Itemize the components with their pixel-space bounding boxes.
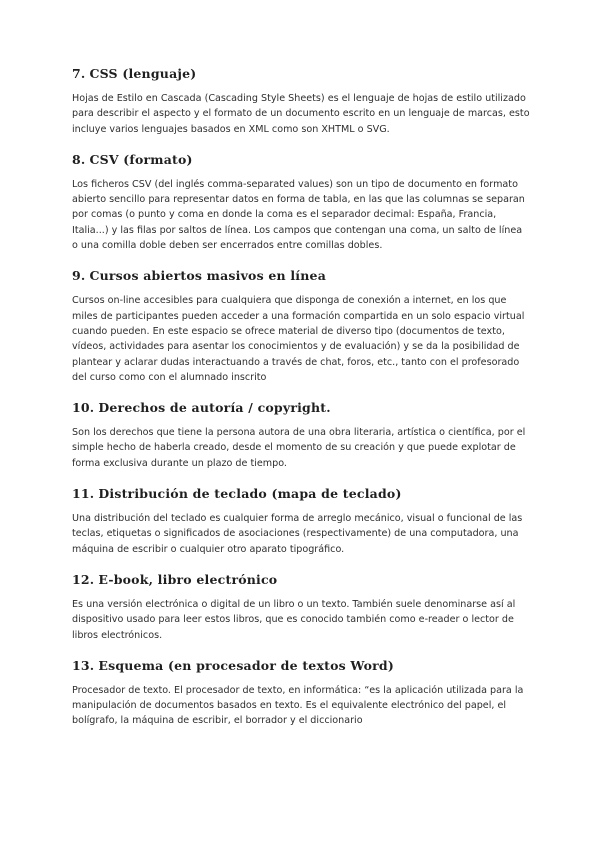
section-title: Derechos de autoría / copyright. xyxy=(98,400,331,416)
section-heading xyxy=(72,572,530,587)
section-heading xyxy=(72,268,530,283)
section-heading xyxy=(72,152,530,167)
section-title: Cursos abiertos masivos en línea xyxy=(89,268,326,284)
section-outline-word xyxy=(72,658,530,729)
section-paragraph: Procesador de texto. El procesador de texto, en informática: “es la aplicación utilizada para la manipulación de documentos basados en texto. Es el equivalente electrónico del papel, el bolígrafo, la máquina de escribir, el borrador y el diccionario xyxy=(72,684,524,727)
section-css xyxy=(72,66,530,137)
section-ebook xyxy=(72,572,530,643)
section-keyboard-layout xyxy=(72,486,530,557)
section-mooc xyxy=(72,268,530,385)
section-title: CSV (formato) xyxy=(89,151,193,167)
section-number: 12. xyxy=(72,571,95,587)
section-number: 11. xyxy=(72,486,95,502)
section-paragraph: Una distribución del teclado es cualquier forma de arreglo mecánico, visual o funcional de las teclas, etiquetas o significados de asociaciones (respectivamente) de una computadora, una máquina de escribir o cualquier otro aparato tipográfico. xyxy=(72,513,523,555)
section-heading xyxy=(72,66,530,81)
section-number: 10. xyxy=(72,400,95,416)
section-number: 8. xyxy=(72,151,86,167)
section-csv xyxy=(72,152,530,253)
section-title: Esquema (en procesador de textos Word) xyxy=(98,657,394,673)
section-heading xyxy=(72,486,530,501)
section-copyright xyxy=(72,400,530,471)
section-paragraph: Es una versión electrónica o digital de un libro o un texto. También suele denominarse así al dispositivo usado para leer estos libros, que es conocido también como e-reader o lector de libros electrónicos. xyxy=(72,598,516,641)
section-heading xyxy=(72,658,530,673)
section-number: 7. xyxy=(72,66,86,81)
section-paragraph: Hojas de Estilo en Cascada (Cascading Style Sheets) es el lenguaje de hojas de estilo utilizado para describir el aspecto y el formato de un documento escrito en un lenguaje de marcas, esto incluye varios lenguajes basados en XML como son XHTML o SVG. xyxy=(72,93,530,135)
section-heading xyxy=(72,400,530,415)
section-title: Distribución de teclado (mapa de teclado) xyxy=(98,486,402,502)
section-paragraph: Son los derechos que tiene la persona autora de una obra literaria, artística o científica, por el simple hecho de haberla creado, desde el momento de su creación y que puede explotar de forma exclusiva durante un plazo de tiempo. xyxy=(72,427,526,469)
section-title: E-book, libro electrónico xyxy=(98,571,278,587)
section-title: CSS (lenguaje) xyxy=(89,66,197,81)
section-number: 9. xyxy=(72,268,86,284)
section-number: 13. xyxy=(72,657,95,673)
section-paragraph: Cursos on-line accesibles para cualquiera que disponga de conexión a internet, en los que miles de participantes pueden acceder a una formación compartida en un solo espacio virtual cuando pueden. En este espacio se ofrece material de diverso tipo (documentos de texto, vídeos, actividades para asentar los conocimientos y de evaluación) y se da la posibilidad de plantear y aclarar dudas interactuando a través de chat, foros, etc., tanto con el profesorado del curso como con el alumnado inscrito xyxy=(72,295,525,383)
section-paragraph: Los ficheros CSV (del inglés comma-separated values) son un tipo de documento en formato abierto sencillo para representar datos en forma de tabla, en las que las columnas se separan por comas (o punto y coma en donde la coma es el separador decimal: España, Francia, Italia...) y las filas por saltos de línea. Los campos que contengan una coma, un salto de línea o una comilla doble deben ser encerrados entre comillas dobles. xyxy=(72,178,525,252)
